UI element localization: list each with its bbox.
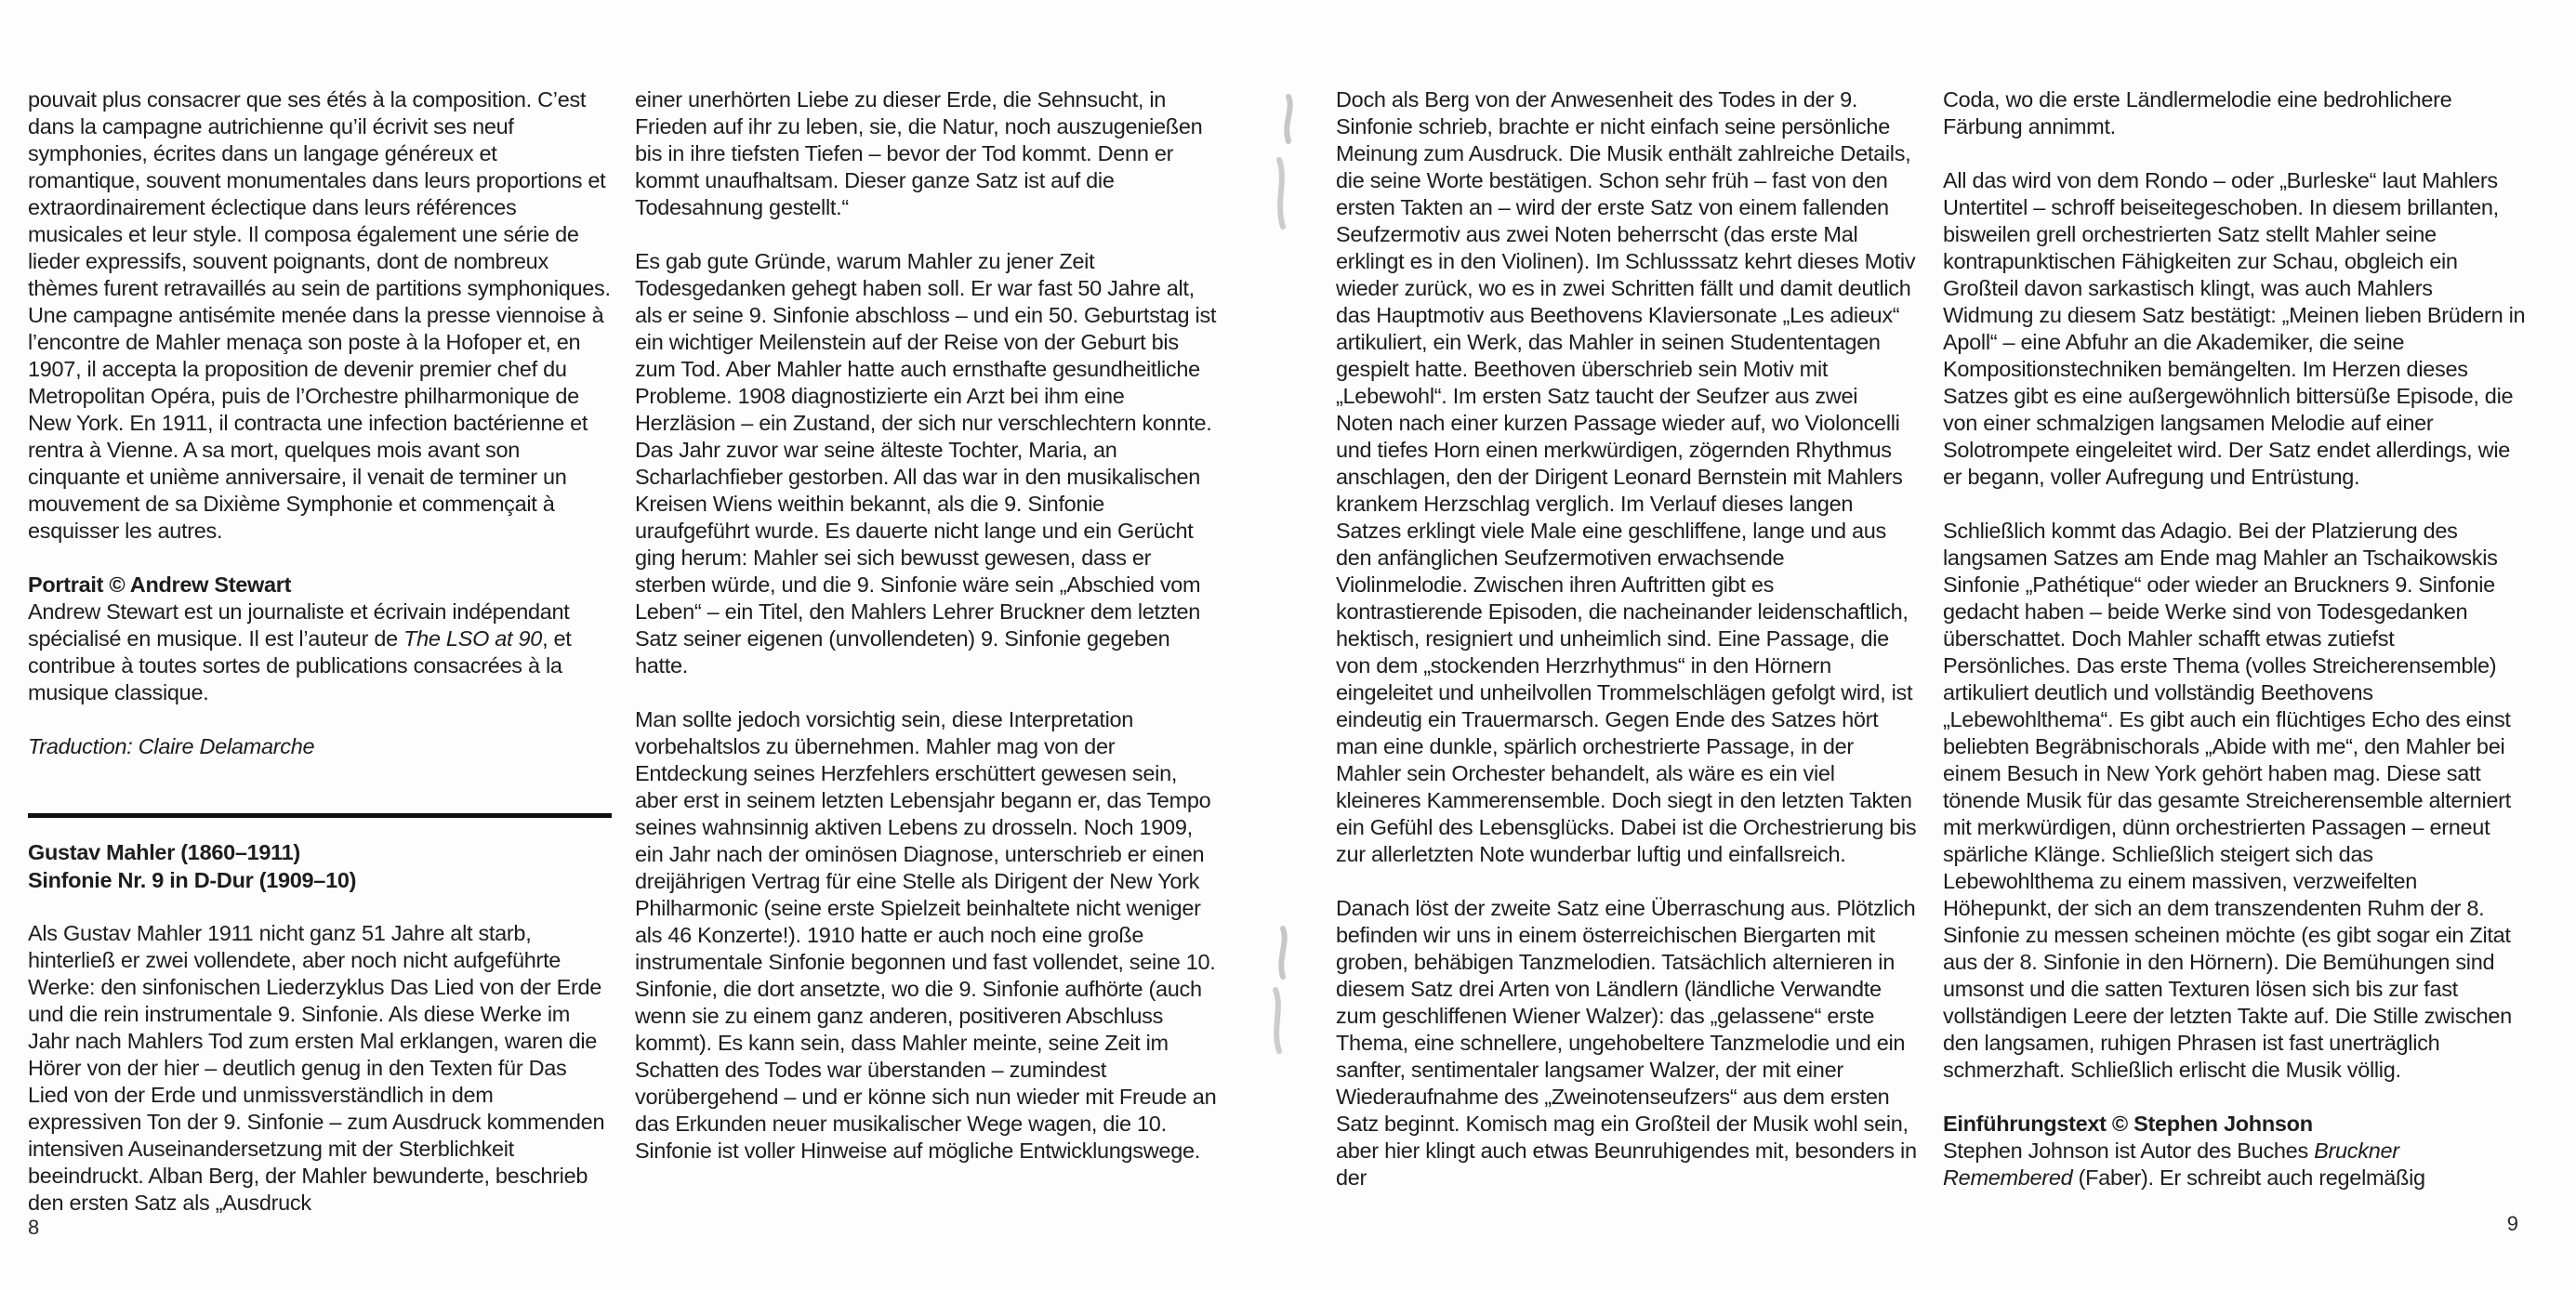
column-3 [1336,86,1920,1290]
column-1 [28,86,612,1290]
scan-artifact-bottom [1264,925,1301,1055]
body-paragraph: Doch als Berg von der Anwesenheit des Todes in der 9. Sinfonie schrieb, brachte er nicht einfach seine persönliche Meinung zum Ausdruck. Die Musik enthält zahlreiche Details, die seine Worte bestätigen. Schon sehr früh – fast von den ersten Takten an – wird der erste Satz von einem fallenden Seufzermotiv aus zwei Noten beherrscht (das erste Mal erklingt es in den Violinen). Im Schlusssatz kehrt dieses Motiv wieder zurück, wo es in zwei Schritten fällt und damit deutlich das Hauptmotiv aus Beethovens Klaviersonate „Les adieux“ artikuliert, ein Werk, das Mahler in seinen Studententagen gespielt hatte. Beethoven überschrieb sein Motiv mit „Lebewohl“. Im ersten Satz taucht der Seufzer aus zwei Noten nach einer kurzen Passage wieder auf, wo Violoncelli und tiefes Horn einen merkwürdigen, zögernden Rhythmus anschlagen, den der Dirigent Leonard Bernstein mit Mahlers krankem Herzschlag verglich. Im Verlauf dieses langen Satzes erklingt viele Male eine geschliffene, lange und aus den anfänglichen Seufzermotiven erwachsende Violinmelodie. Zwischen ihren Auftritten gibt es kontrastierende Episoden, die nacheinander leidenschaftlich, hektisch, resigniert und unheimlich sind. Eine Passage, die von dem „stockenden Herzrhythmus“ in den Hörnern eingeleitet und unheilvollen Trommelschlägen gefolgt wird, ist eindeutig ein Trauermarsch. Gegen Ende des Satzes hört man eine dunkle, spärlich orchestrierte Passage, in der Mahler sein Orchester behandelt, als wäre es ein viel kleineres Kammerensemble. Doch siegt in den letzten Takten ein Gefühl des Lebensglücks. Dabei ist die Orchestrierung bis zur allerletzten Note wunderbar luftig und einfallsreich. [1336,87,1917,866]
author-bio-paragraph [1943,1138,2527,1191]
body-paragraph: Danach löst der zweite Satz eine Überraschung aus. Plötzlich befinden wir uns in einem österreichischen Biergarten mit groben, behäbigen Tanzmelodien. Tatsächlich alternieren in diesem Satz drei Arten von Ländlern (ländliche Verwandte zum geschliffenen Wiener Walzer): das „gelassene“ erste Thema, eine schnellere, ungehobeltere Tanzmelodie und ein sanfter, sentimentaler langsamer Walzer, der mit einer Wiederaufnahme des „Zweinotenseufzers“ aus dem ersten Satz beginnt. Komisch mag ein Großteil der Musik wohl sein, aber hier klingt auch etwas Beunruhigendes mit, besonders in der [1336,896,1917,1190]
work-name: Sinfonie Nr. 9 in D-Dur (1909–10) [28,868,357,892]
portrait-bio-text: Andrew Stewart est un journaliste et écrivain indépendant spécialisé en musique. Il est l’auteur de [28,599,570,651]
page-number-8: 8 [28,1216,40,1239]
column-4 [1943,86,2527,1290]
scan-artifact-top [1268,93,1305,232]
german-intro-paragraph: Als Gustav Mahler 1911 nicht ganz 51 Jahre alt starb, hinterließ er zwei vollendete, aber noch nicht aufgeführte Werke: den sinfonischen Liederzyklus Das Lied von der Erde und die rein instrumentale 9. Sinfonie. Als diese Werke im Jahr nach Mahlers Tod zum ersten Mal erklangen, waren die Hörer von der hier – deutlich genug in den Texten für Das Lied von der Erde und unmissverständlich in dem expressiven Ton der 9. Sinfonie – zum Ausdruck kommenden intensiven Auseinandersetzung mit der Sterblichkeit beeindruckt. Alban Berg, der Mahler bewunderte, beschrieb den ersten Satz als „Ausdruck [28,921,605,1215]
column-2 [635,86,1219,1290]
translation-credit: Traduction: Claire Delamarche [28,734,315,758]
body-paragraph: Coda, wo die erste Ländlermelodie eine bedrohlichere Färbung annimmt. [1943,87,2452,138]
portrait-bio-paragraph [28,599,612,706]
french-biography-paragraph: pouvait plus consacrer que ses étés à la composition. C’est dans la campagne autrichienne qu’il écrivit ses neuf symphonies, écrites dans un langage généreux et romantique, souvent monumentales dans leurs proportions et extraordinairement éclectique dans leurs références musicales et leur style. Il composa également une série de lieder expressifs, souvent poignants, dont de nombreux thèmes furent retravaillés au sein de partitions symphoniques. Une campagne antisémite menée dans la presse viennoise à l’encontre de Mahler menaça son poste à la Hofoper et, en 1907, il accepta la proposition de devenir premier chef du Metropolitan Opéra, puis de l’Orchestre philharmonique de New York. En 1911, il contracta une infection bactérienne et rentra à Vienne. A sa mort, quelques mois avant son cinquante et unième anniversaire, il venait de terminer un mouvement de sa Dixième Symphonie et commençait à esquisser les autres. [28,87,611,543]
introduction-credit-heading: Einführungstext © Stephen Johnson [1943,1112,2313,1136]
body-paragraph: Schließlich kommt das Adagio. Bei der Platzierung des langsamen Satzes am Ende mag Mahler an Tschaikowskis Sinfonie „Pathétique“ oder wieder an Bruckners 9. Sinfonie gedacht haben – beide Werke sind von Todesgedanken überschattet. Doch Mahler schafft etwas zutiefst Persönliches. Das erste Thema (volles Streicherensemble) artikuliert deutlich und vollständig Beethovens „Lebewohlthema“. Es gibt auch ein flüchtiges Echo des einst beliebten Begräbnischorals „Abide with me“, den Mahler bei einem Besuch in New York gehört haben mag. Diese satt tönende Musik für das gesamte Streicherensemble alterniert mit merkwürdigen, dünn orchestrierten Passagen – erneut spärliche Klänge. Schließlich steigert sich das Lebewohlthema zu einem massiven, verzweifelten Höhepunkt, der sich an dem transzendenten Ruhm der 8. Sinfonie zu messen scheinen möchte (es gibt sogar ein Zitat aus der 8. Sinfonie in den Hörnern). Die Bemühungen sind umsonst und die satten Texturen lösen sich bis zur fast vollständigen Leere der letzten Takte auf. Die Stille zwischen den langsamen, ruhigen Phrasen ist fast unerträglich schmerzhaft. Schließlich erlischt die Musik völlig. [1943,519,2512,1082]
body-paragraph: einer unerhörten Liebe zu dieser Erde, die Sehnsucht, in Frieden auf ihr zu leben, sie, die Natur, noch auszugenießen bis in ihre tiefsten Tiefen – bevor der Tod kommt. Denn er kommt unaufhaltsam. Dieser ganze Satz ist auf die Todesahnung gestellt.“ [635,87,1203,219]
composer-name-dates: Gustav Mahler (1860–1911) [28,840,300,864]
portrait-credit-heading: Portrait © Andrew Stewart [28,573,292,597]
portrait-bio-book-title: The LSO at 90 [403,626,543,651]
right-page [1288,0,2576,1290]
body-paragraph: Es gab gute Gründe, warum Mahler zu jener Zeit Todesgedanken gehegt haben soll. Er war fast 50 Jahre alt, als er seine 9. Sinfonie abschloss – und ein 50. Geburtstag ist ein wichtiger Meilenstein auf der Reise von der Geburt bis zum Tod. Aber Mahler hatte auch ernsthafte gesundheitliche Probleme. 1908 diagnostizierte ein Arzt bei ihm eine Herzläsion – ein Zustand, der sich nur verschlechtern konnte. Das Jahr zuvor war seine älteste Tochter, Maria, an Scharlachfieber gestorben. All das war in den musikalischen Kreisen Wiens weithin bekannt, als die 9. Sinfonie uraufgeführt wurde. Es dauerte nicht lange und ein Gerücht ging herum: Mahler sei sich bewusst gewesen, dass er sterben würde, und die 9. Sinfonie wäre sein „Abschied vom Leben“ – ein Titel, den Mahlers Lehrer Bruckner dem letzten Satz seiner eigenen (unvollendeten) 9. Sinfonie gegeben hatte. [635,249,1217,678]
body-paragraph: All das wird von dem Rondo – oder „Burleske“ laut Mahlers Untertitel – schroff beiseitegeschoben. In diesem brillanten, bisweilen grell orchestrierten Satz stellt Mahler seine kontrapunktischen Fähigkeiten zur Schau, obgleich ein Großteil davon sarkastisch klingt, was auch Mahlers Widmung zu diesem Satz bestätigt: „Meinen lieben Brüdern in Apoll“ – eine Abfuhr an die Akademiker, die seine Kompositionstechniken bemängelten. Im Herzen dieses Satzes gibt es eine außergewöhnlich bittersüße Episode, die von einer schmalzigen langsamen Melodie auf einer Solotrompete eingeleitet wird. Der Satz endet allerdings, wie er begann, voller Aufregung und Entrüstung. [1943,168,2526,489]
page-number-9: 9 [2506,1212,2518,1235]
work-title-heading [28,838,612,894]
author-bio-text: Stephen Johnson ist Autor des Buches [1943,1139,2315,1163]
author-bio-book-title: Bruckner Remembered [1943,1139,2399,1190]
portrait-bio-text-after: , et contribue à toutes sortes de publications consacrées à la musique classique. [28,626,572,704]
section-divider-rule [28,813,612,818]
body-paragraph: Man sollte jedoch vorsichtig sein, diese Interpretation vorbehaltslos zu übernehmen. Mahler mag von der Entdeckung seines Herzfehlers erschüttert gewesen sein, aber erst in seinem letzten Lebensjahr begann er, das Tempo seines wahnsinnig aktiven Lebens zu drosseln. Noch 1909, ein Jahr nach der ominösen Diagnose, unterschrieb er einen dreijährigen Vertrag für eine Stelle als Dirigent der New York Philharmonic (seine erste Spielzeit beinhaltete nicht weniger als 46 Konzerte!). 1910 hatte er auch noch eine große instrumentale Sinfonie begonnen und fast vollendet, seine 10. Sinfonie, die dort ansetzte, wo die 9. Sinfonie aufhörte (auch wenn sie zu einem ganz anderen, positiveren Abschluss kommt). Es kann sein, dass Mahler meinte, seine Zeit im Schatten des Todes war überstanden – zumindest vorübergehend – und er könne sich nun wieder mit Freude an das Erkunden neuer musikalischer Wege wagen, die 10. Sinfonie ist voller Hinweise auf mögliche Entwicklungswege. [635,707,1217,1163]
author-bio-text-after: (Faber). Er schreibt auch regelmäßig [2072,1165,2425,1190]
